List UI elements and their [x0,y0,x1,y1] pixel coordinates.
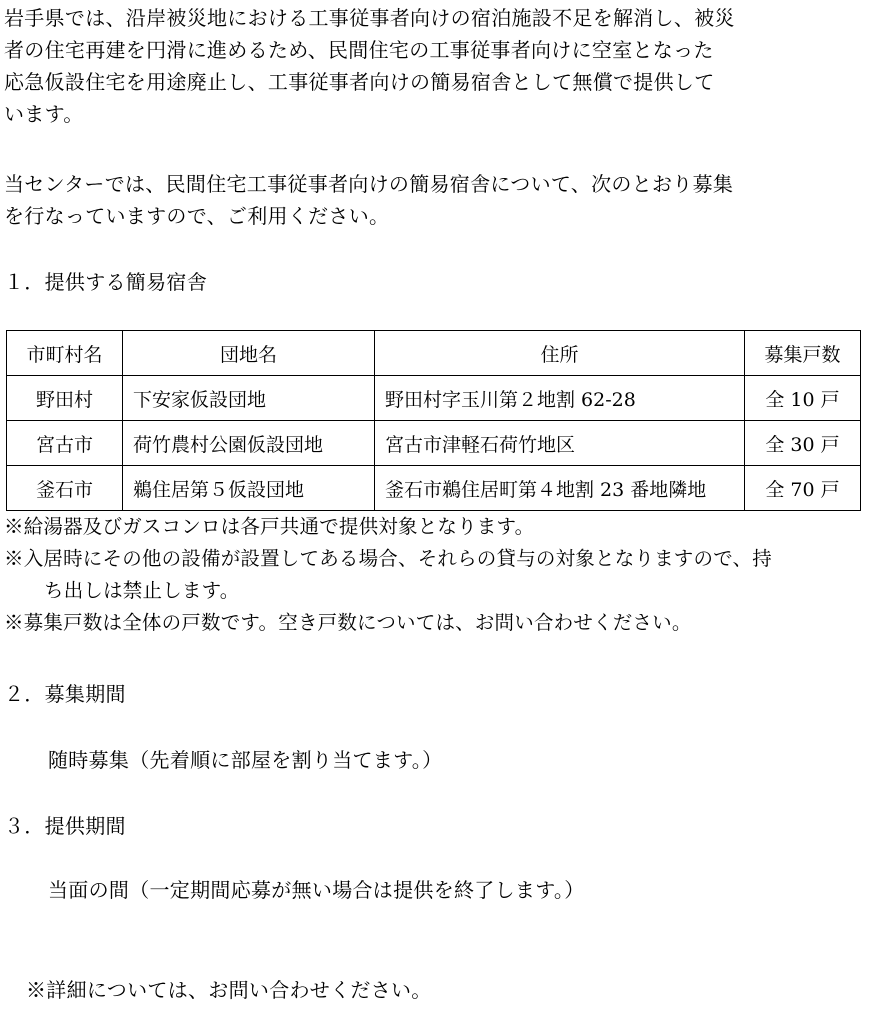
cell-complex-name: 下安家仮設団地 [123,376,375,421]
header-complex-name: 団地名 [123,331,375,376]
intro-line: 岩手県では、沿岸被災地における工事従事者向けの宿泊施設不足を解消し、被災 [4,6,735,30]
section1-heading: １．提供する簡易宿舎 [4,270,207,294]
cell-complex-name: 荷竹農村公園仮設団地 [123,421,375,466]
cell-municipality: 釜石市 [7,466,123,511]
section3-body: 当面の間（一定期間応募が無い場合は提供を終了します。） [48,878,585,902]
footer-note: ※詳細については、お問い合わせください。 [26,978,432,1002]
center-line: 当センターでは、民間住宅工事従事者向けの簡易宿舎について、次のとおり募集 [4,172,734,196]
header-unit-count: 募集戸数 [745,331,861,376]
cell-address: 釜石市鵜住居町第４地割 23 番地隣地 [375,466,745,511]
table-row [7,466,861,511]
intro-line: 者の住宅再建を円滑に進めるため、民間住宅の工事従事者向けに空室となった [4,38,714,62]
note-item: ※給湯器及びガスコンロは各戸共通で提供対象となります。 [4,515,535,538]
table-notes [4,511,772,639]
intro-line: います。 [4,102,84,126]
cell-complex-name: 鵜住居第５仮設団地 [123,466,375,511]
intro-paragraph [4,2,794,130]
cell-municipality: 宮古市 [7,421,123,466]
header-municipality: 市町村名 [7,331,123,376]
table-row [7,421,861,466]
note-item-continuation: ち出しは禁止します。 [44,579,240,602]
cell-unit-count: 全 10 戸 [745,376,861,421]
note-item: ※募集戸数は全体の戸数です。空き戸数については、お問い合わせください。 [4,611,692,634]
intro-line: 応急仮設住宅を用途廃止し、工事従事者向けの簡易宿舎として無償で提供して [4,70,715,94]
section2-body: 随時募集（先着順に部屋を割り当てます。） [48,748,443,772]
note-item: ※入居時にその他の設備が設置してある場合、それらの貸与の対象となりますので、持 [4,547,772,570]
center-paragraph [4,168,794,232]
cell-address: 宮古市津軽石荷竹地区 [375,421,745,466]
table-row [7,376,861,421]
cell-municipality: 野田村 [7,376,123,421]
lodging-table [6,330,861,511]
header-address: 住所 [375,331,745,376]
cell-address: 野田村字玉川第２地割 62-28 [375,376,745,421]
cell-unit-count: 全 30 戸 [745,421,861,466]
center-line: を行なっていますので、ご利用ください。 [4,204,390,228]
cell-unit-count: 全 70 戸 [745,466,861,511]
table-header-row [7,331,861,376]
section2-heading: ２．募集期間 [4,682,126,706]
section3-heading: ３．提供期間 [4,814,126,838]
